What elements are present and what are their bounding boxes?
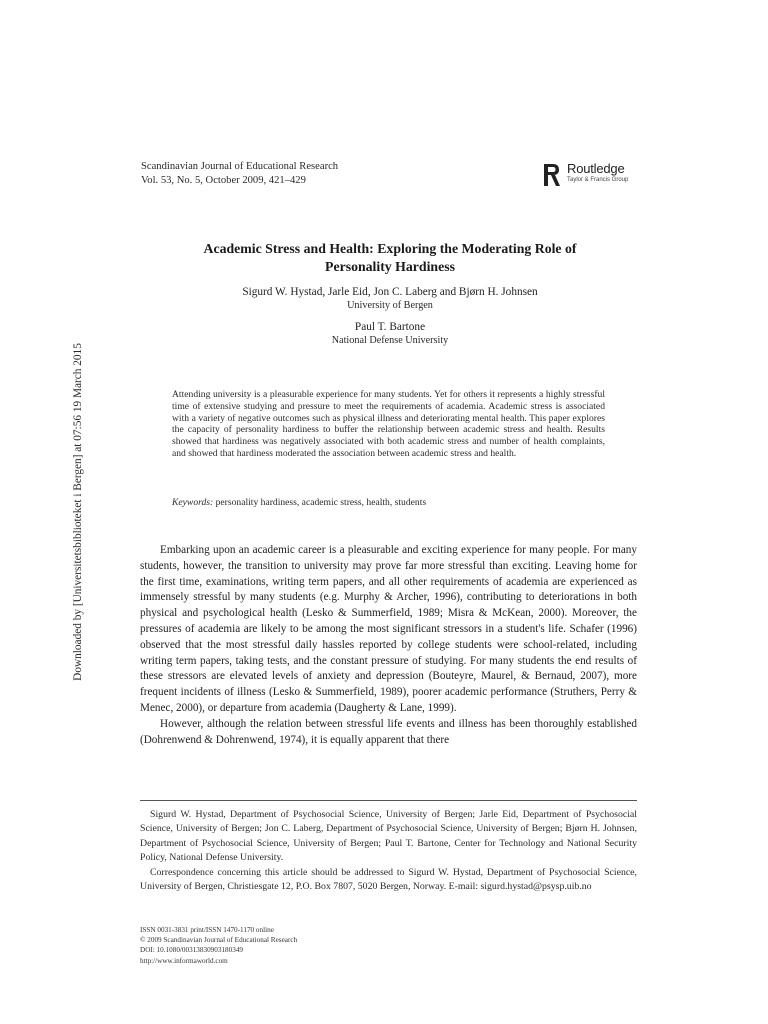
publisher-logo — [543, 162, 628, 188]
publication-info — [140, 925, 297, 966]
footnote-divider — [140, 800, 637, 801]
body-paragraph-1: Embarking upon an academic career is a pleasurable and exciting experience for many people. For many students, however, the transition to university may prove far more stressful than exciting. Leaving home for the first time, examinations, writing term papers, and all other requirements of academia are experienced as immensely stressful by many students (e.g. Murphy & Archer, 1996), contributing to deteriorations in both physical and psychological health (Lesko & Summerfield, 1989; Misra & McKean, 2000). Moreover, the pressures of academia are likely to be among the most significant stressors in a student's life. Schafer (1996) observed that the most stressful daily hassles reported by college students were school-related, including writing term papers, taking tests, and the constant pressure of studying. For many students the end results of these stressors are elevated levels of anxiety and depression (Bouteyre, Maurel, & Bernaud, 2007), more frequent incidents of illness (Lesko & Summerfield, 1989), poorer academic performance (Struthers, Perry & Menec, 2000), or departure from academia (Daugherty & Lane, 1999). — [140, 544, 637, 714]
body-text — [140, 543, 637, 748]
download-watermark: Downloaded by [Universitetsbiblioteket i Bergen] at 07:56 19 March 2015 — [72, 343, 84, 681]
author-footnote — [140, 808, 637, 894]
title-line-1: Academic Stress and Health: Exploring the Moderating Role of — [203, 241, 577, 256]
author-list-1: Sigurd W. Hystad, Jarle Eid, Jon C. Laberg and Bjørn H. Johnsen — [242, 286, 538, 298]
journal-header — [141, 160, 338, 188]
title-line-2: Personality Hardiness — [325, 259, 455, 274]
author-list-2: Paul T. Bartone — [354, 321, 426, 333]
keywords-label: Keywords: — [172, 497, 214, 508]
keywords — [172, 497, 612, 509]
affiliation-1: University of Bergen — [347, 300, 433, 311]
body-paragraph-2: However, although the relation between stressful life events and illness has been thoroughly established (Dohrenwend & Dohrenwend, 1974), it is equally apparent that there — [140, 717, 637, 746]
publisher-url: http://www.informaworld.com — [140, 956, 228, 965]
journal-issue: Vol. 53, No. 5, October 2009, 421–429 — [141, 175, 306, 186]
keywords-list: personality hardiness, academic stress, health, students — [215, 497, 427, 508]
publisher-name: Routledge — [567, 161, 625, 176]
routledge-r-icon — [543, 162, 561, 188]
footnote-affiliations: Sigurd W. Hystad, Department of Psychosocial Science, University of Bergen; Jarle Eid, Department of Psychosocial Science, University of Bergen; Jon C. Laberg, Department of Psychosocial Science, University of Bergen; Bjørn H. Johnsen, Department of Psychosocial Science, University of Bergen; Paul T. Bartone, Center for Technology and National Security Policy, National Defense University. — [140, 809, 637, 864]
abstract: Attending university is a pleasurable experience for many students. Yet for others it represents a highly stressful time of extensive studying and pressure to meet the requirements of academia. Academic stress is associated with a variety of negative outcomes such as physical illness and deteriorating mental health. This paper explores the capacity of personality hardiness to buffer the relationship between academic stress and health. Results showed that hardiness was negatively associated with both academic stress and number of health complaints, and showed that hardiness moderated the association between academic stress and health. — [172, 389, 605, 459]
issn: ISSN 0031-3831 print/ISSN 1470-1170 online — [140, 926, 274, 934]
affiliation-2: National Defense University — [331, 335, 449, 346]
footnote-correspondence: Correspondence concerning this article should be addressed to Sigurd W. Hystad, Department of Psychosocial Science, University of Bergen, Christiesgate 12, P.O. Box 7807, 5020 Bergen, Norway. E-mail: sigurd.hystad@psysp.uib.no — [140, 866, 637, 893]
publisher-subtitle: Taylor & Francis Group — [567, 177, 629, 183]
doi: DOI: 10.1080/00313830903180349 — [140, 946, 244, 955]
article-title — [140, 240, 640, 276]
copyright: © 2009 Scandinavian Journal of Educational Research — [140, 936, 298, 945]
journal-name: Scandinavian Journal of Educational Research — [141, 161, 339, 172]
